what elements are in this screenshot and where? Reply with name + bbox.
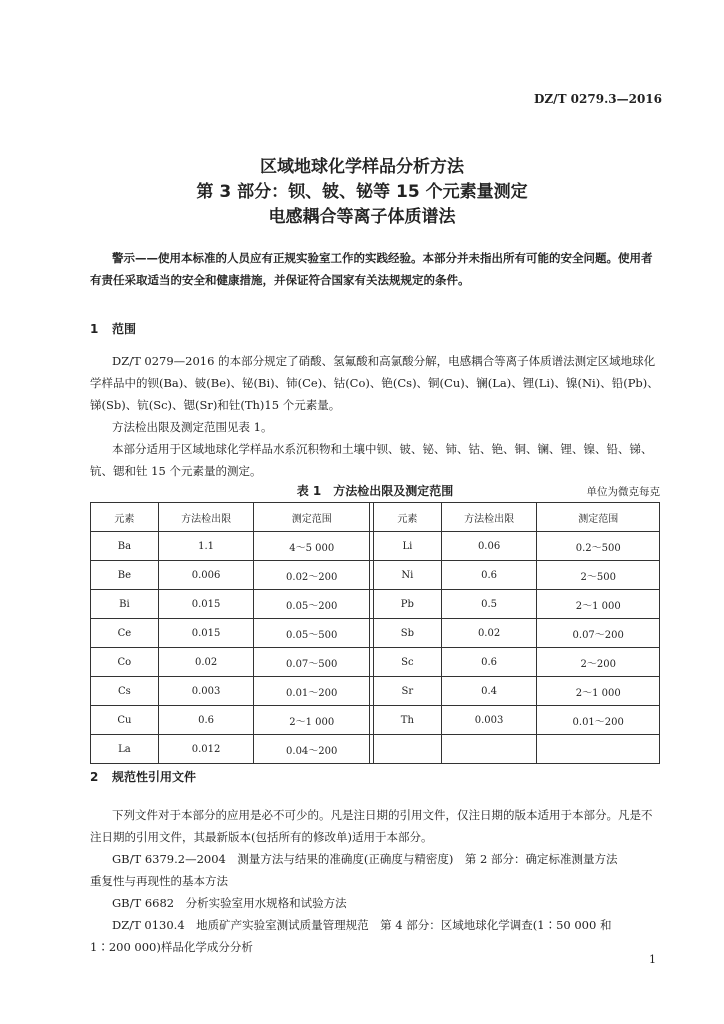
table-cell: Cu — [91, 706, 159, 735]
table-cell: Th — [373, 706, 441, 735]
table-cell: 0.5 — [441, 590, 537, 619]
table-cell: 0.01～200 — [254, 677, 370, 706]
reference-item-continuation: 重复性与再现性的基本方法 — [90, 874, 228, 888]
table-row — [91, 706, 660, 735]
table-row — [91, 677, 660, 706]
table-cell: Ba — [91, 532, 159, 561]
table-cell: Sc — [373, 648, 441, 677]
table-cell: 0.2～500 — [537, 532, 660, 561]
table-unit: 单位为微克每克 — [586, 486, 660, 498]
table-cell: 0.01～200 — [537, 706, 660, 735]
table-cell: 4～5 000 — [254, 532, 370, 561]
table-cell: 0.05～200 — [254, 590, 370, 619]
table-cell: 0.4 — [441, 677, 537, 706]
section-title: 范围 — [112, 322, 137, 336]
standard-code: DZ/T 0279.3—2016 — [534, 92, 662, 106]
table-cell: 2～200 — [537, 648, 660, 677]
title-line-1: 区域地球化学样品分析方法 — [260, 157, 464, 177]
references-block — [90, 804, 660, 958]
table-cell: Pb — [373, 590, 441, 619]
table-row — [91, 619, 660, 648]
table-cell: 0.02 — [441, 619, 537, 648]
table-cell: 0.05～500 — [254, 619, 370, 648]
table-header-cell: 测定范围 — [254, 503, 370, 532]
table-cell: Sr — [373, 677, 441, 706]
table-header-cell: 方法检出限 — [441, 503, 537, 532]
table-cell: 0.012 — [158, 735, 254, 764]
table-cell: 1.1 — [158, 532, 254, 561]
scope-paragraph-1: DZ/T 0279—2016 的本部分规定了硝酸、氢氟酸和高氯酸分解，电感耦合等离子体质谱法测定区域地球化学样品中的钡(Ba)、铍(Be)、铋(Bi)、铈(Ce)、钴(Co)、铯(Cs)、铜(Cu)、镧(La)、锂(Li)、镍(Ni)、铅(Pb)、锑(Sb)、钪(Sc)、锶(Sr)和钍(Th)15 个元素量。 — [90, 354, 659, 412]
table-caption: 表 1 方法检出限及测定范围 — [296, 484, 454, 498]
table-cell: 0.02～200 — [254, 561, 370, 590]
page-number: 1 — [649, 953, 656, 966]
table-cell: Bi — [91, 590, 159, 619]
table-cell: 0.6 — [158, 706, 254, 735]
warning-paragraph: 警示——使用本标准的人员应有正规实验室工作的实践经验。本部分并未指出所有可能的安全问题。使用者有责任采取适当的安全和健康措施，并保证符合国家有关法规规定的条件。 — [90, 251, 653, 287]
table-cell: 2～1 000 — [537, 677, 660, 706]
table-row — [91, 561, 660, 590]
table-cell: 0.07～200 — [537, 619, 660, 648]
table-cell — [441, 735, 537, 764]
table-cell — [373, 735, 441, 764]
table-cell: 0.015 — [158, 619, 254, 648]
table-cell: 2～1 000 — [537, 590, 660, 619]
table-cell: Co — [91, 648, 159, 677]
table-header-cell: 元素 — [373, 503, 441, 532]
section-1-heading — [90, 320, 136, 337]
section-number: 1 — [90, 322, 99, 336]
detection-limit-table — [90, 502, 660, 764]
table-cell: Cs — [91, 677, 159, 706]
table-cell: 0.6 — [441, 561, 537, 590]
table-row — [91, 735, 660, 764]
table-header-row — [91, 503, 660, 532]
table-cell: Ce — [91, 619, 159, 648]
table-header-cell: 测定范围 — [537, 503, 660, 532]
table-cell: 0.07～500 — [254, 648, 370, 677]
scope-paragraph-2: 方法检出限及测定范围见表 1。 — [112, 420, 273, 434]
section-2-heading — [90, 768, 196, 785]
section-number: 2 — [90, 770, 99, 784]
table-cell: Be — [91, 561, 159, 590]
reference-item: DZ/T 0130.4 地质矿产实验室测试质量管理规范 第 4 部分：区域地球化学调查(1∶50 000 和 — [112, 918, 612, 932]
table-cell: Sb — [373, 619, 441, 648]
table-cell: 0.04～200 — [254, 735, 370, 764]
reference-item: GB/T 6682 分析实验室用水规格和试验方法 — [112, 896, 347, 910]
title-line-2: 第 3 部分：钡、铍、铋等 15 个元素量测定 — [196, 182, 528, 202]
scope-paragraph-3: 本部分适用于区域地球化学样品水系沉积物和土壤中钡、铍、铋、铈、钴、铯、铜、镧、锂、镍、铅、锑、钪、锶和钍 15 个元素量的测定。 — [90, 442, 653, 478]
table-cell — [537, 735, 660, 764]
table-cell: Li — [373, 532, 441, 561]
table-cell: La — [91, 735, 159, 764]
section-title: 规范性引用文件 — [112, 770, 197, 784]
table-cell: 0.003 — [158, 677, 254, 706]
references-intro: 下列文件对于本部分的应用是必不可少的。凡是注日期的引用文件，仅注日期的版本适用于本部分。凡是不注日期的引用文件，其最新版本(包括所有的修改单)适用于本部分。 — [90, 808, 653, 844]
reference-item: GB/T 6379.2—2004 测量方法与结果的准确度(正确度与精密度) 第 2 部分：确定标准测量方法 — [112, 852, 618, 866]
table-caption-row — [90, 482, 660, 502]
table-header-cell: 方法检出限 — [158, 503, 254, 532]
table-cell: 0.006 — [158, 561, 254, 590]
table-row — [91, 648, 660, 677]
table-cell: 0.015 — [158, 590, 254, 619]
table-cell: 2～1 000 — [254, 706, 370, 735]
title-line-3: 电感耦合等离子体质谱法 — [268, 207, 456, 227]
table-cell: 2～500 — [537, 561, 660, 590]
table-row — [91, 590, 660, 619]
table-cell: 0.02 — [158, 648, 254, 677]
reference-item-continuation: 1∶200 000)样品化学成分分析 — [90, 940, 253, 954]
table-cell: 0.06 — [441, 532, 537, 561]
table-cell: 0.6 — [441, 648, 537, 677]
table-cell: 0.003 — [441, 706, 537, 735]
table-row — [91, 532, 660, 561]
table-header-cell: 元素 — [91, 503, 159, 532]
table-cell: Ni — [373, 561, 441, 590]
